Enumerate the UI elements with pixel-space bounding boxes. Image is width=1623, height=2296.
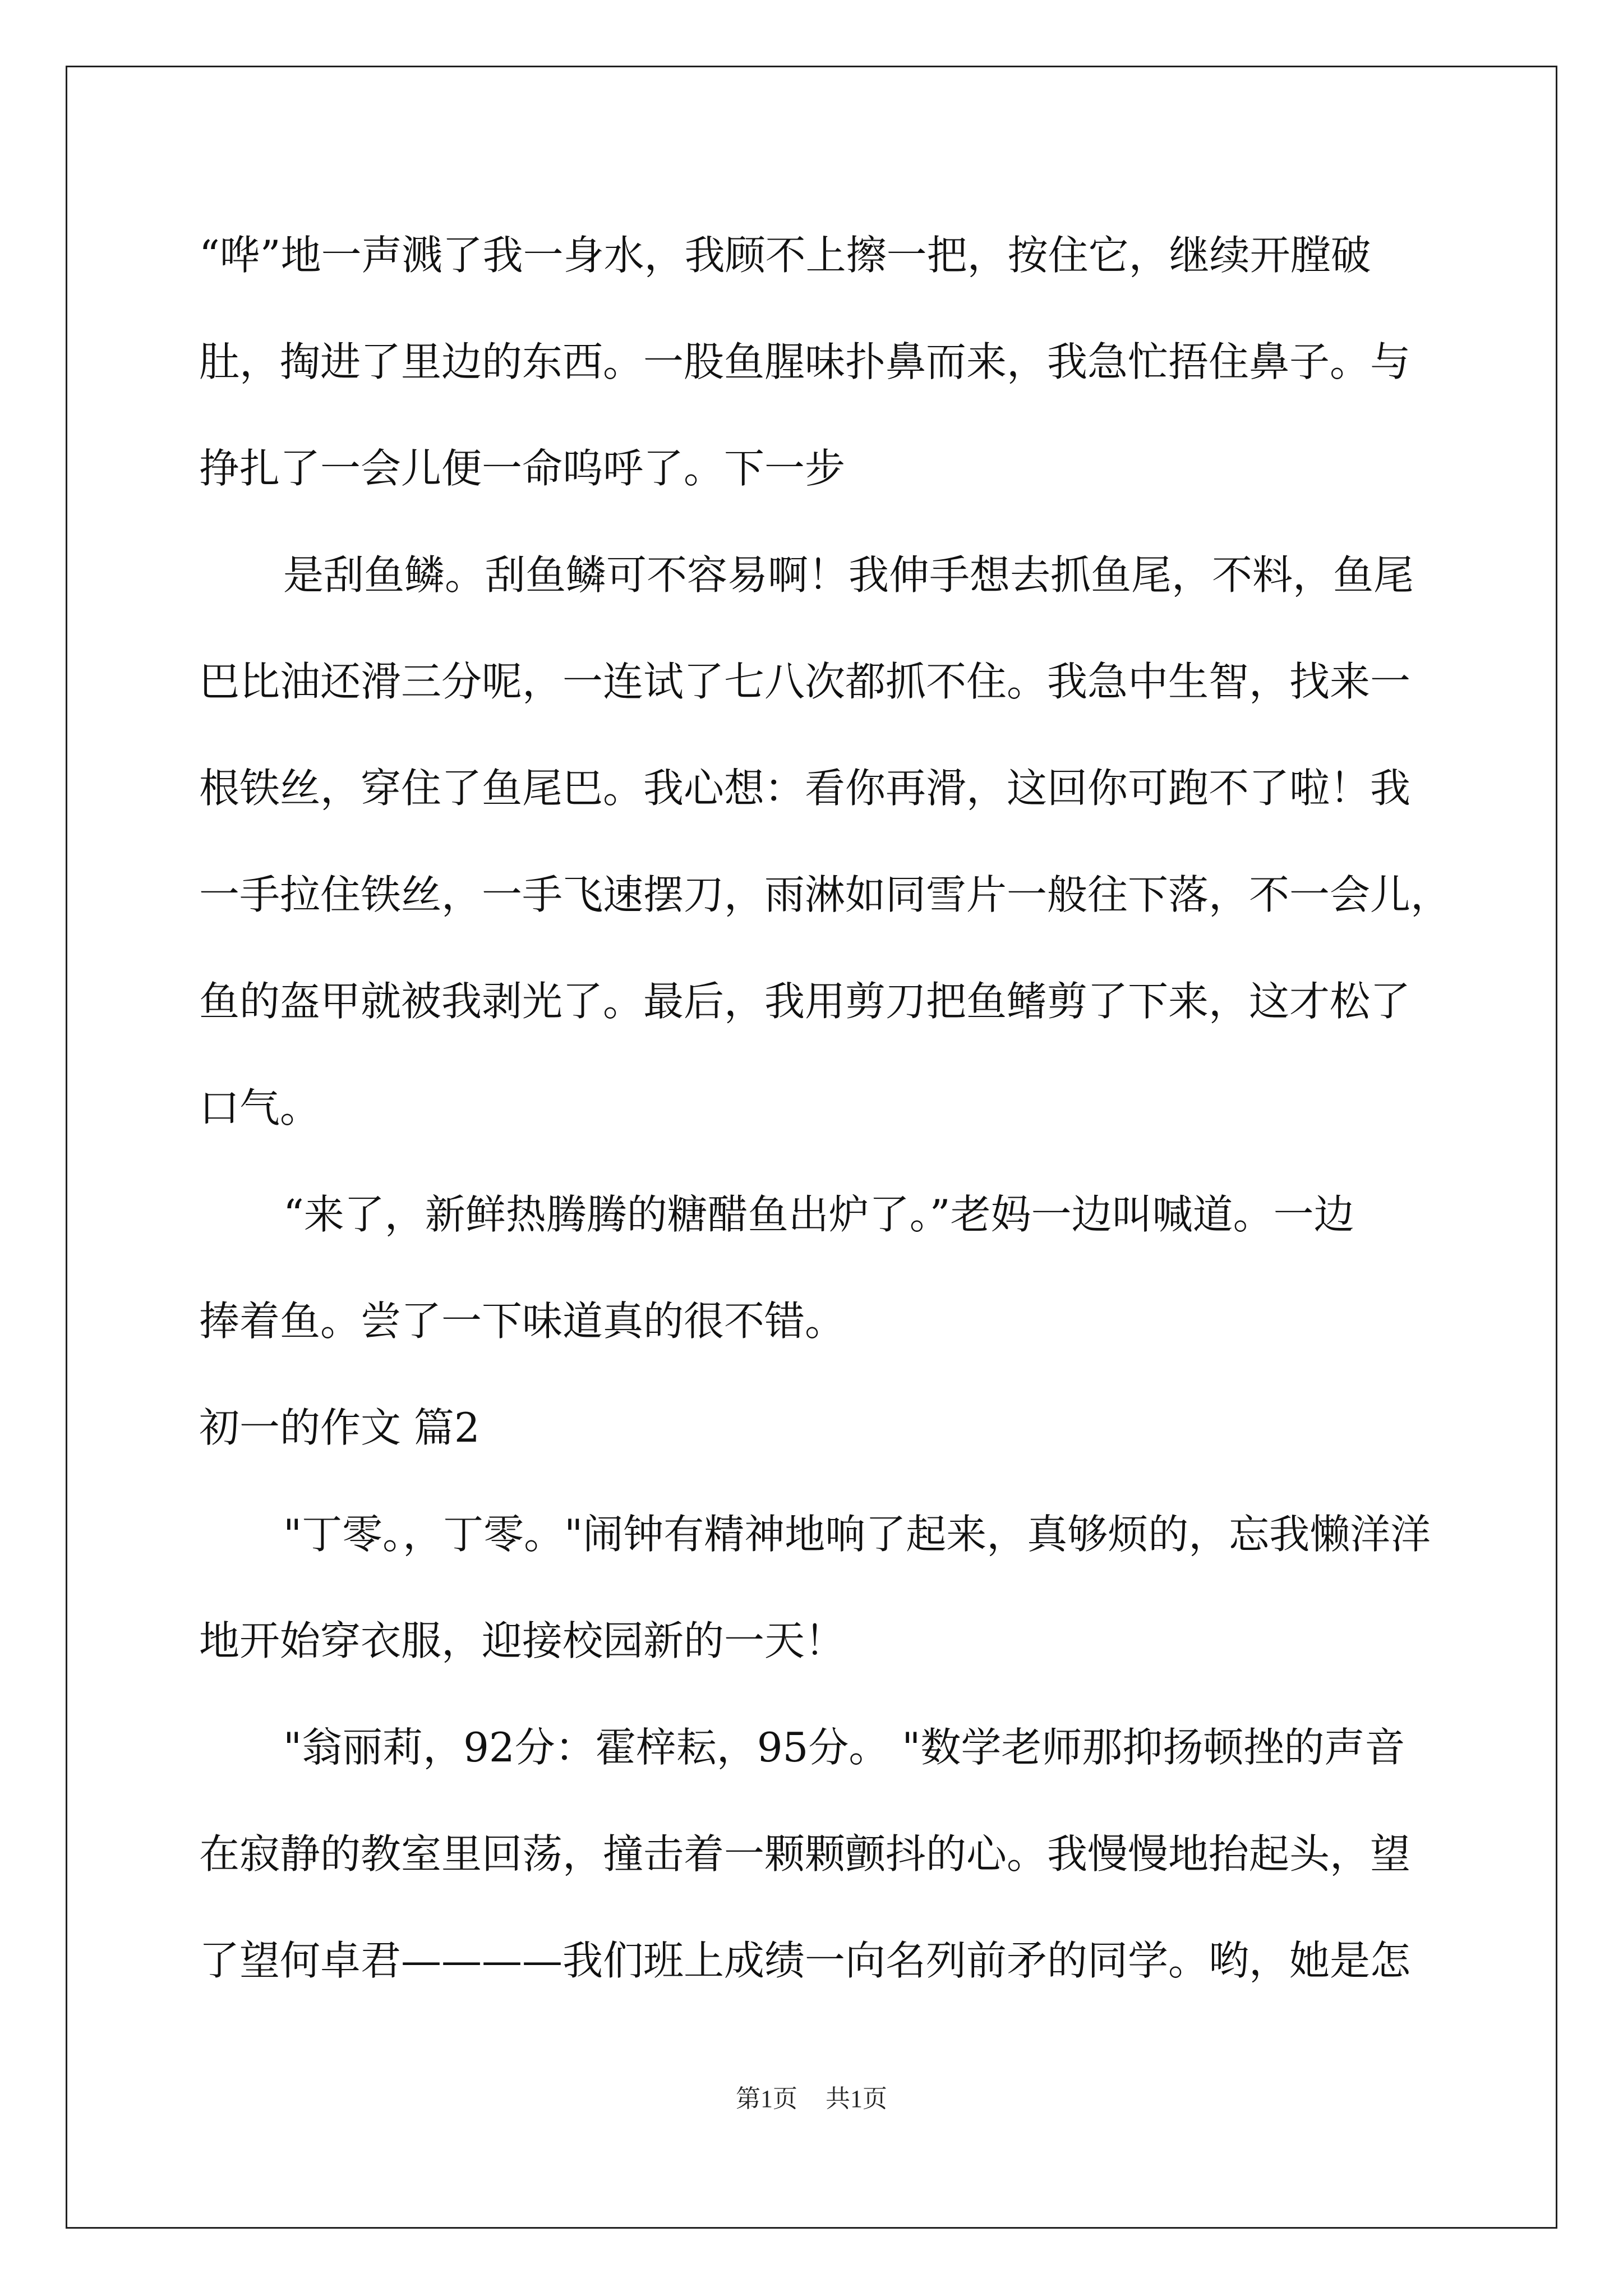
text-line-10: “来了，新鲜热腾腾的糖醋鱼出炉了。”老妈一边叫喊道。一边	[283, 1191, 1354, 1238]
text-line-1: “哗”地一声溅了我一身水，我顾不上擦一把，按住它，继续开膛破	[199, 232, 1371, 279]
text-line-16: 在寂静的教室里回荡，撞击着一颗颗颤抖的心。我慢慢地抬起头，望	[199, 1830, 1411, 1878]
text-line-14: 地开始穿衣服，迎接校园新的一天！	[199, 1617, 846, 1664]
text-line-8: 鱼的盔甲就被我剥光了。最后，我用剪刀把鱼鳍剪了下来，这才松了	[199, 978, 1411, 1025]
text-line-3: 挣扎了一会儿便一命呜呼了。下一步	[199, 445, 846, 492]
page-number-total: 共1页	[826, 2085, 887, 2113]
section-heading: 初一的作文 篇2	[199, 1404, 480, 1451]
text-line-7: 一手拉住铁丝，一手飞速摆刀，雨淋如同雪片一般往下落，不一会儿，	[199, 871, 1451, 918]
text-line-11: 捧着鱼。尝了一下味道真的很不错。	[199, 1297, 846, 1345]
text-line-9: 口气。	[199, 1084, 321, 1131]
text-line-2: 肚，掏进了里边的东西。一股鱼腥味扑鼻而来，我急忙捂住鼻子。与	[199, 338, 1411, 385]
text-line-15: "翁丽莉，92分：霍梓耘，95分。 "数学老师那抑扬顿挫的声音	[283, 1724, 1405, 1771]
document-body	[199, 202, 1451, 2014]
text-line-5: 巴比油还滑三分呢，一连试了七八次都抓不住。我急中生智，找来一	[199, 658, 1411, 705]
page-footer	[0, 2078, 1623, 2114]
text-line-4: 是刮鱼鳞。刮鱼鳞可不容易啊！我伸手想去抓鱼尾，不料，鱼尾	[283, 551, 1414, 599]
text-line-17: 了望何卓君————我们班上成绩一向名列前矛的同学。哟，她是怎	[199, 1937, 1411, 1984]
text-line-13: "丁零。，丁零。"闹钟有精神地响了起来，真够烦的，忘我懒洋洋	[283, 1511, 1431, 1558]
page-number-current: 第1页	[736, 2085, 797, 2113]
text-line-6: 根铁丝，穿住了鱼尾巴。我心想：看你再滑，这回你可跑不了啦！我	[199, 765, 1411, 812]
